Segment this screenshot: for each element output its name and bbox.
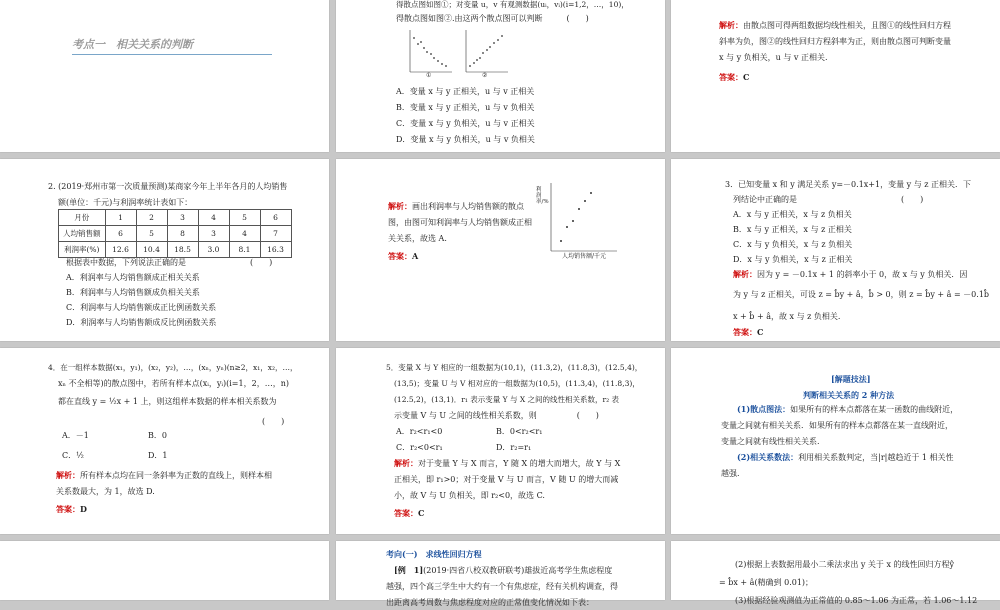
table-cell: 1 <box>105 210 136 226</box>
option-b: B．利润率与人均销售额成负相关关系 <box>66 288 200 297</box>
method-2-text: 越强. <box>721 469 740 478</box>
question-line: 4．在一组样本数据(x₁，y₁)，(x₂，y₂)，…，(xₙ，yₙ)(n≥2，x₁，x₂，…， <box>48 363 298 372</box>
slide-panel-6 <box>671 159 1000 341</box>
option-d: D．x 与 y 负相关，x 与 z 正相关 <box>733 255 853 264</box>
slide-panel-9 <box>671 348 1000 534</box>
analysis-text: 关系数最大，为 1，故选 D. <box>56 487 155 496</box>
question-line: = b̂x + â(精确到 0.01)； <box>719 578 814 587</box>
example-label: [例 1] <box>394 565 424 575</box>
figure-label-1: ① <box>426 72 432 79</box>
table-row <box>59 210 292 226</box>
slide-panel-10 <box>0 541 329 600</box>
table-cell: 人均销售额 <box>59 226 106 242</box>
answer-bracket: ( ) <box>262 417 285 426</box>
table-cell: 5 <box>136 226 167 242</box>
question-line: (2)根据上表数据用最小二乘法求出 y 关于 x 的线性回归方程ŷ <box>735 560 955 569</box>
analysis-text: x 与 y 负相关，u 与 v 正相关. <box>719 53 828 62</box>
option-d: D．变量 x 与 y 负相关，u 与 v 负相关 <box>396 135 535 144</box>
analysis-label: 解析： <box>733 269 757 279</box>
question-line: 3．已知变量 x 和 y 满足关系 y=－0.1x+1，变量 y 与 z 正相关．下 <box>725 180 971 189</box>
option-c: C．x 与 y 负相关，x 与 z 负相关 <box>733 240 853 249</box>
option-d: D．1 <box>148 451 168 460</box>
analysis-text: x + b̂ + â，故 x 与 z 负相关. <box>733 312 841 321</box>
method-2-label: (2)相关系数法： <box>737 452 799 462</box>
slide-panel-11 <box>336 541 665 607</box>
y-axis-label: 利润率/% <box>536 187 549 205</box>
answer-label: 答案： <box>733 327 757 337</box>
method-1-label: (1)散点图法： <box>737 404 791 414</box>
question-line: xₙ 不全相等)的散点图中，若所有样本点(xᵢ，yᵢ)(i=1，2，…，n) <box>58 379 289 388</box>
table-cell: 8 <box>167 226 198 242</box>
answer-value: C <box>418 508 425 518</box>
table-row <box>59 226 292 242</box>
analysis-label: 解析： <box>394 458 418 468</box>
option-c: C．½ <box>62 451 84 460</box>
option-b: B．变量 x 与 y 正相关，u 与 v 负相关 <box>396 103 535 112</box>
answer-value: C <box>757 327 764 337</box>
question-line: 2. (2019·郑州市第一次质量预测)某商家今年上半年各月的人均销售 <box>48 182 288 191</box>
analysis-text: 所有样本点均在同一条斜率为正数的直线上，则样本相 <box>80 471 272 480</box>
example-text: 越强，四个高三学生中大约有一个有焦虑症，经有关机构调查，得 <box>386 582 618 591</box>
question-line: 额(单位：千元)与利润率统计表如下： <box>58 198 193 207</box>
topic-title: 考点一 相关关系的判断 <box>72 36 272 55</box>
table-cell: 月份 <box>59 210 106 226</box>
method-1-text: 如果所有的样本点都落在某一函数的曲线附近， <box>790 405 959 414</box>
analysis-text: 斜率为负，图②的线性回归方程斜率为正，则由散点图可判断变量 <box>719 37 951 46</box>
table-cell: 18.5 <box>167 242 198 258</box>
option-d: D．r₂=r₁ <box>496 443 532 452</box>
option-c: C．r₂<0<r₁ <box>396 443 443 452</box>
question-line: (13,5)；变量 U 与 V 相对应的一组数据为(10,5)，(11.3,4)，(11.8,3)， <box>394 379 640 388</box>
analysis-text: 画出利润率与人均销售额的散点 <box>412 202 524 211</box>
table-cell: 8.1 <box>229 242 260 258</box>
option-d: D．利润率与人均销售额成反比例函数关系 <box>66 318 217 327</box>
table-cell: 7 <box>260 226 291 242</box>
answer-label: 答案： <box>394 508 418 518</box>
option-b: B．0<r₂<r₁ <box>496 427 543 436</box>
answer-value: D <box>80 504 87 514</box>
slide-panel-3 <box>671 0 1000 152</box>
question-line: (12.5,2)，(13,1)．r₁ 表示变量 Y 与 X 之间的线性相关系数，r₂ 表 <box>394 395 620 404</box>
table-cell: 16.3 <box>260 242 291 258</box>
answer-label: 答案： <box>719 72 743 82</box>
x-axis-label: 人均销售额/千元 <box>562 253 607 260</box>
analysis-text: 小，故 V 与 U 负相关，即 r₂<0，故选 C. <box>394 491 545 500</box>
slide-panel-1 <box>0 0 329 152</box>
analysis-label: 解析： <box>388 201 412 211</box>
answer-value: A <box>412 251 419 261</box>
option-a: A．r₂<r₁<0 <box>396 427 443 436</box>
option-b: B．0 <box>148 431 167 440</box>
table-cell: 5 <box>229 210 260 226</box>
sales-table <box>58 209 292 258</box>
section-heading: 考向(一) 求线性回归方程 <box>386 549 482 559</box>
analysis-text: 由散点图可得两组数据均线性相关，且图①的线性回归方程 <box>743 21 951 30</box>
method-1-text: 变量之间就有线性相关关系. <box>721 437 820 446</box>
question-line: 5．变量 X 与 Y 相应的一组数据为(10,1)，(11.3,2)，(11.8,3)，(12.5,4)， <box>386 363 643 372</box>
option-a: A．－1 <box>62 431 89 440</box>
table-cell: 4 <box>198 210 229 226</box>
method-tag: [解题技法] <box>831 374 871 384</box>
slide-panel-12 <box>671 541 1000 605</box>
method-title: 判断相关关系的 2 种方法 <box>803 390 895 400</box>
analysis-text: 因为 y = －0.1x + 1 的斜率小于 0，故 x 与 y 负相关．因 <box>757 270 968 279</box>
analysis-text: 图，由图可知利润率与人均销售额成正相 <box>388 218 532 227</box>
question-line: 得散点图如图①；对变量 u，v 有观测数据(uᵢ，vᵢ)(i=1,2，…，10)， <box>396 0 629 9</box>
option-a: A．变量 x 与 y 正相关，u 与 v 正相关 <box>396 87 535 96</box>
analysis-text: 对于变量 Y 与 X 而言，Y 随 X 的增大而增大，故 Y 与 X <box>418 459 621 468</box>
analysis-text: 正相关，即 r₁>0；对于变量 V 与 U 而言，V 随 U 的增大而减 <box>394 475 619 484</box>
analysis-label: 解析： <box>719 20 743 30</box>
table-cell: 3.0 <box>198 242 229 258</box>
question-line: 列结论中正确的是 ( ) <box>733 195 924 204</box>
option-a: A．x 与 y 正相关，x 与 z 负相关 <box>733 210 852 219</box>
option-c: C．变量 x 与 y 负相关，u 与 v 正相关 <box>396 119 535 128</box>
method-1-text: 变量之间就有相关关系．如果所有的样本点都落在某一直线附近， <box>721 421 953 430</box>
example-text: (2019·四省八校双教研联考)雄拔近高考学生焦虑程度 <box>423 566 613 575</box>
analysis-text: 为 y 与 z 正相关，可设 z = b̂y + â，b̂ > 0，则 z = b̂y + â = －0.1b̂ <box>733 290 990 299</box>
profit-scatter-plot <box>541 179 619 259</box>
table-cell: 利润率(%) <box>59 242 106 258</box>
example-text: 出距离高考周数与焦虑程度对应的正常值变化情况如下表： <box>386 598 594 607</box>
figure-label-2: ② <box>482 72 488 79</box>
answer-label: 答案： <box>56 504 80 514</box>
answer-value: C <box>743 72 750 82</box>
option-b: B．x 与 y 正相关，x 与 z 正相关 <box>733 225 852 234</box>
slide-panel-5 <box>336 159 665 341</box>
method-2-text: 利用相关系数判定，当|r|越趋近于 1 相关性 <box>798 453 954 462</box>
slide-panel-8 <box>336 348 665 534</box>
analysis-label: 解析： <box>56 470 80 480</box>
table-cell: 4 <box>229 226 260 242</box>
slide-panel-2 <box>336 0 665 152</box>
question-line: 都在直线 y = ½x + 1 上，则这组样本数据的样本相关系数为 <box>58 397 277 406</box>
slide-panel-4 <box>0 159 329 341</box>
option-c: C．利润率与人均销售额成正比例函数关系 <box>66 303 217 312</box>
table-cell: 3 <box>198 226 229 242</box>
analysis-text: 关关系，故选 A. <box>388 234 447 243</box>
question-line: (3)根据经验观测值为正常值的 0.85～1.06 为正常，若 1.06～1.12 <box>735 596 978 605</box>
question-prompt: 根据表中数据，下列说法正确的是 ( ) <box>66 258 273 267</box>
table-cell: 6 <box>105 226 136 242</box>
table-cell: 6 <box>260 210 291 226</box>
slide-panel-7 <box>0 348 329 534</box>
question-line: 得散点图如图②.由这两个散点图可以判断 ( ) <box>396 14 589 23</box>
question-line: 示变量 V 与 U 之间的线性相关系数，则 ( ) <box>394 411 599 420</box>
table-cell: 12.6 <box>105 242 136 258</box>
table-cell: 2 <box>136 210 167 226</box>
table-cell: 3 <box>167 210 198 226</box>
answer-label: 答案： <box>388 251 412 261</box>
option-a: A．利润率与人均销售额成正相关关系 <box>66 273 200 282</box>
table-cell: 10.4 <box>136 242 167 258</box>
